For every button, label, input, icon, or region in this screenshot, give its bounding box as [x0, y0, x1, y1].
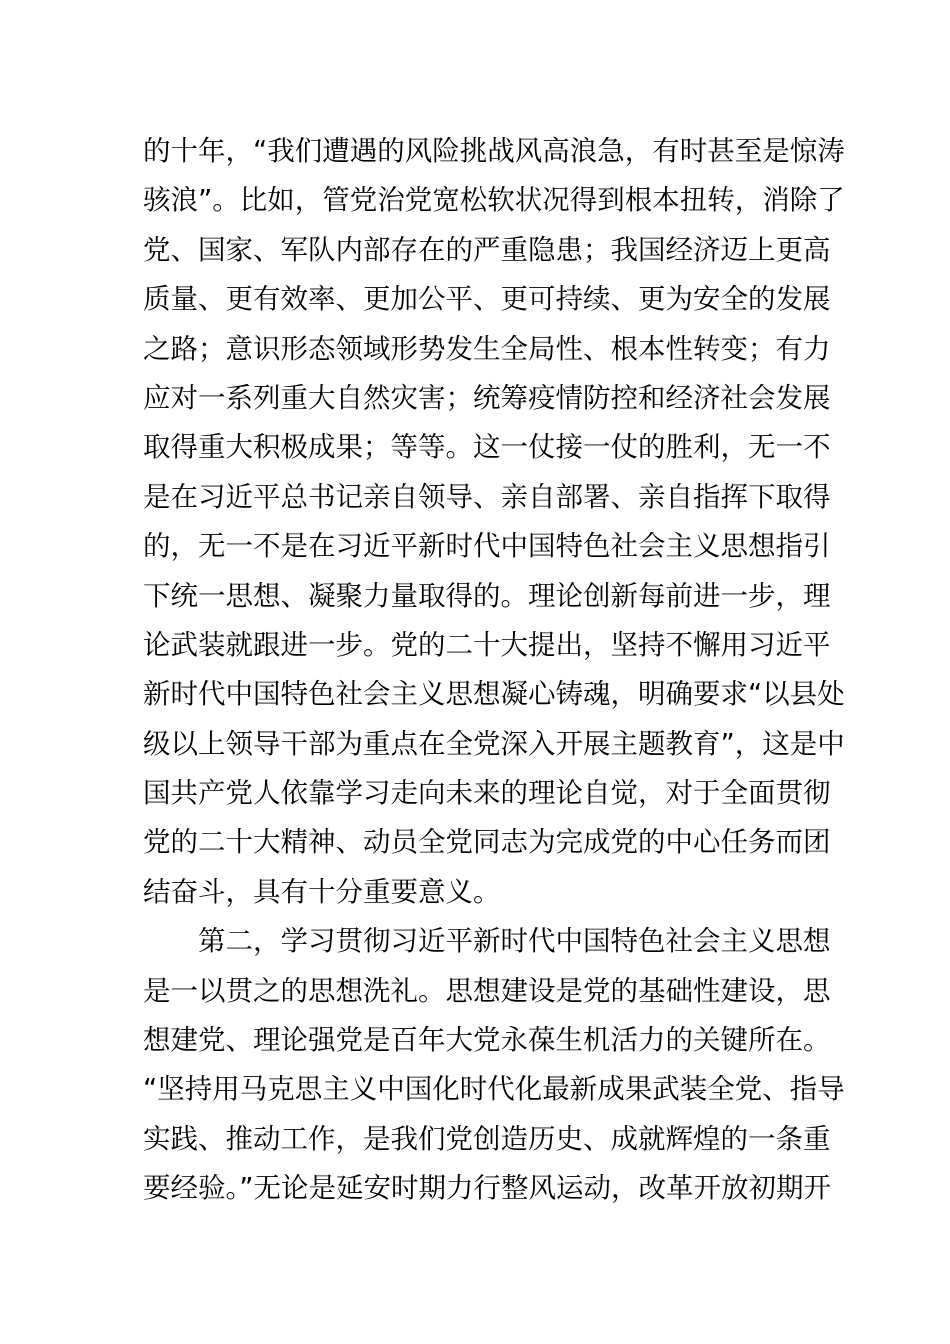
text-line-4: 质量、更有效率、更加公平、更可持续、更为安全的发展 [143, 283, 831, 316]
text-line-21: 实践、推动工作，是我们党创造历史、成就辉煌的一条重 [143, 1122, 831, 1155]
text-line-20: “坚持用马克思主义中国化时代化最新成果武装全党、指导 [143, 1073, 845, 1106]
text-line-10: 下统一思想、凝聚力量取得的。理论创新每前进一步，理 [143, 579, 831, 612]
text-line-3: 党、国家、军队内部存在的严重隐患；我国经济迈上更高 [143, 233, 831, 266]
text-line-22: 要经验。”无论是延安时期力行整风运动，改革开放初期开 [143, 1172, 831, 1205]
text-line-14: 国共产党人依靠学习走向未来的理论自觉，对于全面贯彻 [143, 777, 831, 810]
text-line-6: 应对一系列重大自然灾害；统筹疫情防控和经济社会发展 [143, 381, 831, 414]
text-line-13: 级以上领导干部为重点在全党深入开展主题教育”，这是中 [143, 727, 845, 760]
text-line-11: 论武装就跟进一步。党的二十大提出，坚持不懈用习近平 [143, 628, 831, 661]
body-text [143, 127, 845, 1214]
text-line-2: 骇浪”。比如，管党治党宽松软状况得到根本扭转，消除了 [143, 184, 845, 217]
text-line-12: 新时代中国特色社会主义思想凝心铸魂，明确要求“以县处 [143, 678, 845, 711]
text-line-17: 第二，学习贯彻习近平新时代中国特色社会主义思想 [198, 925, 831, 958]
text-line-9: 的，无一不是在习近平新时代中国特色社会主义思想指引 [143, 530, 831, 563]
text-line-16: 结奋斗，具有十分重要意义。 [143, 875, 501, 908]
text-line-15: 党的二十大精神、动员全党同志为完成党的中心任务而团 [143, 826, 831, 859]
text-line-5: 之路；意识形态领域形势发生全局性、根本性转变；有力 [143, 332, 831, 365]
text-line-19: 想建党、理论强党是百年大党永葆生机活力的关键所在。 [143, 1024, 831, 1057]
text-line-7: 取得重大积极成果；等等。这一仗接一仗的胜利，无一不 [143, 431, 831, 464]
text-line-1: 的十年，“我们遭遇的风险挑战风高浪急，有时甚至是惊涛 [143, 135, 845, 167]
text-line-8: 是在习近平总书记亲自领导、亲自部署、亲自指挥下取得 [143, 480, 831, 513]
text-line-18: 是一以贯之的思想洗礼。思想建设是党的基础性建设，思 [143, 974, 831, 1007]
